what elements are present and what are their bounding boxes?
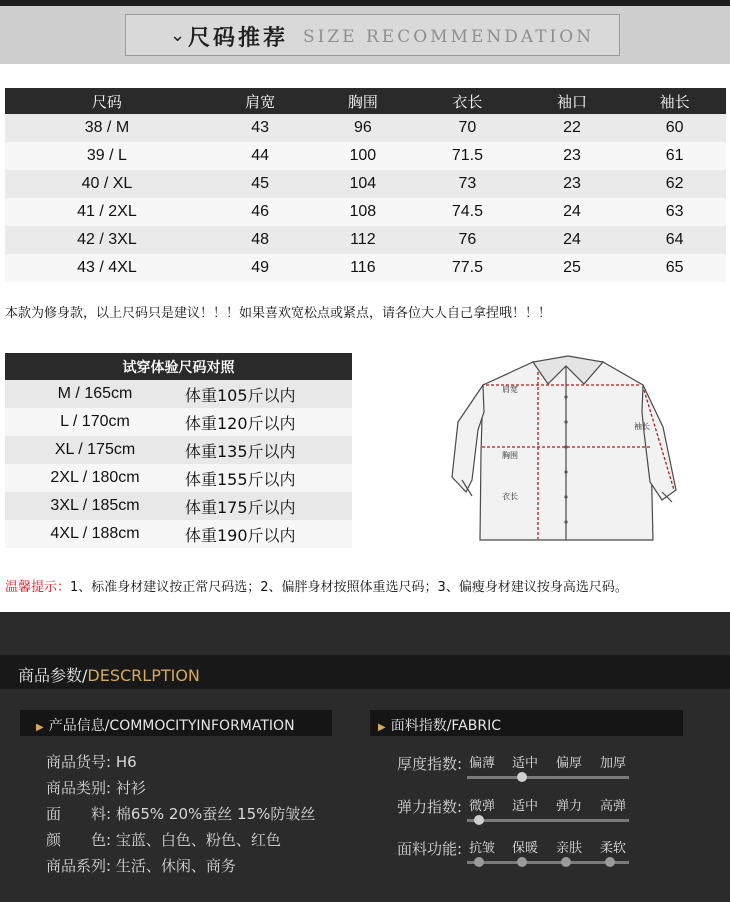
table-cell: 108 bbox=[312, 198, 415, 226]
try-on-table bbox=[5, 353, 352, 548]
table-row bbox=[5, 226, 726, 254]
description-section bbox=[0, 612, 730, 902]
function-knob bbox=[474, 857, 484, 867]
function-knob bbox=[561, 857, 571, 867]
try-on-table-title: 试穿体验尺码对照 bbox=[5, 353, 352, 380]
table-cell: 71.5 bbox=[414, 142, 521, 170]
table-row bbox=[5, 170, 726, 198]
table-cell: 43 / 4XL bbox=[5, 254, 209, 282]
size-table-header: 袖长 bbox=[623, 88, 726, 114]
size-table bbox=[5, 88, 726, 282]
table-cell: 116 bbox=[312, 254, 415, 282]
elasticity-option: 弹力 bbox=[556, 799, 583, 814]
tip-label: 温馨提示： bbox=[5, 580, 71, 595]
table-cell: 40 / XL bbox=[5, 170, 209, 198]
size-table-header-row bbox=[5, 88, 726, 114]
shirt-sleeve-left bbox=[452, 385, 484, 492]
info-item-category: 商品类别: 衬衫 bbox=[46, 779, 146, 797]
table-cell: 70 bbox=[414, 114, 521, 142]
size-table-header: 衣长 bbox=[414, 88, 521, 114]
size-table-header: 肩宽 bbox=[209, 88, 312, 114]
table-cell: 74.5 bbox=[414, 198, 521, 226]
chevron-down-icon: ⌄ bbox=[170, 25, 186, 46]
function-knob bbox=[605, 857, 615, 867]
table-cell: 73 bbox=[414, 170, 521, 198]
table-cell: L / 170cm bbox=[5, 408, 185, 436]
function-option: 亲肤 bbox=[556, 841, 583, 856]
table-cell: XL / 175cm bbox=[5, 436, 185, 464]
table-cell: 43 bbox=[209, 114, 312, 142]
table-cell: 体重120斤以内 bbox=[185, 408, 352, 436]
table-cell: 41 / 2XL bbox=[5, 198, 209, 226]
thickness-option: 加厚 bbox=[600, 756, 627, 771]
table-row bbox=[5, 142, 726, 170]
thickness-knob bbox=[517, 772, 527, 782]
table-cell: 44 bbox=[209, 142, 312, 170]
table-cell: 48 bbox=[209, 226, 312, 254]
size-table-header: 尺码 bbox=[5, 88, 209, 114]
diagram-label-length: 衣长 bbox=[502, 492, 518, 501]
size-header-subtitle: SIZE RECOMMENDATION bbox=[303, 27, 595, 47]
table-cell: 61 bbox=[623, 142, 726, 170]
info-item-color: 颜 色: 宝蓝、白色、粉色、红色 bbox=[46, 831, 281, 849]
try-on-header-row bbox=[5, 353, 352, 380]
elasticity-option: 高弹 bbox=[600, 799, 627, 814]
fabric-title: 面料指数/FABRIC bbox=[390, 718, 502, 734]
description-title bbox=[18, 663, 200, 686]
tip-text: 1、标准身材建议按正常尺码选；2、偏胖身材按照体重选尺码；3、偏瘦身材建议按身高选尺码。 bbox=[70, 580, 628, 595]
info-item-code: 商品货号: H6 bbox=[46, 753, 137, 771]
elasticity-meter bbox=[467, 819, 629, 822]
table-row bbox=[5, 408, 352, 436]
size-header-title: 尺码推荐 bbox=[188, 26, 289, 51]
table-cell: 23 bbox=[521, 170, 624, 198]
size-table-header: 袖口 bbox=[521, 88, 624, 114]
elasticity-knob bbox=[474, 815, 484, 825]
table-cell: 22 bbox=[521, 114, 624, 142]
table-cell: 3XL / 185cm bbox=[5, 492, 185, 520]
table-cell: 63 bbox=[623, 198, 726, 226]
table-cell: 体重105斤以内 bbox=[185, 380, 352, 408]
size-table-header: 胸围 bbox=[312, 88, 415, 114]
table-cell: 46 bbox=[209, 198, 312, 226]
table-cell: 42 / 3XL bbox=[5, 226, 209, 254]
fit-note: 本款为修身款，以上尺码只是建议！！！如果喜欢宽松点或紧点，请各位大人自己拿捏哦！！！ bbox=[5, 306, 552, 321]
table-cell: 76 bbox=[414, 226, 521, 254]
table-cell: 96 bbox=[312, 114, 415, 142]
diagram-label-shoulder: 肩宽 bbox=[502, 385, 518, 394]
info-item-series: 商品系列: 生活、休闲、商务 bbox=[46, 857, 236, 875]
fabric-header bbox=[370, 710, 683, 736]
table-cell: 64 bbox=[623, 226, 726, 254]
table-row bbox=[5, 198, 726, 226]
function-label: 面料功能: bbox=[397, 840, 463, 858]
description-title-en: DESCRLPTION bbox=[87, 666, 200, 685]
triangle-right-icon: ▶ bbox=[36, 722, 44, 733]
table-cell: 104 bbox=[312, 170, 415, 198]
table-cell: 112 bbox=[312, 226, 415, 254]
table-cell: 24 bbox=[521, 198, 624, 226]
thickness-option: 适中 bbox=[512, 756, 539, 771]
elasticity-label: 弹力指数: bbox=[397, 798, 463, 816]
table-cell: 25 bbox=[521, 254, 624, 282]
shirt-measurement-diagram bbox=[448, 352, 683, 552]
thickness-option: 偏薄 bbox=[469, 756, 496, 771]
table-cell: 60 bbox=[623, 114, 726, 142]
description-title-bar bbox=[0, 655, 730, 689]
thickness-option: 偏厚 bbox=[556, 756, 583, 771]
table-row bbox=[5, 520, 352, 548]
function-knob bbox=[517, 857, 527, 867]
description-title-cn: 商品参数/ bbox=[18, 666, 88, 685]
function-meter bbox=[467, 861, 629, 864]
size-header-box bbox=[125, 14, 620, 56]
function-option: 保暖 bbox=[512, 841, 539, 856]
diagram-label-chest: 胸围 bbox=[502, 451, 518, 460]
thickness-meter bbox=[467, 776, 629, 779]
thickness-label: 厚度指数: bbox=[397, 755, 463, 773]
table-row bbox=[5, 254, 726, 282]
table-cell: 23 bbox=[521, 142, 624, 170]
function-option: 抗皱 bbox=[469, 841, 496, 856]
elasticity-option: 微弹 bbox=[469, 799, 496, 814]
table-cell: 39 / L bbox=[5, 142, 209, 170]
table-cell: 62 bbox=[623, 170, 726, 198]
table-cell: 体重155斤以内 bbox=[185, 464, 352, 492]
table-cell: 65 bbox=[623, 254, 726, 282]
product-info-header bbox=[20, 710, 332, 736]
table-cell: 体重190斤以内 bbox=[185, 520, 352, 548]
table-cell: 体重175斤以内 bbox=[185, 492, 352, 520]
info-item-material: 面 料: 棉65% 20%蚕丝 15%防皱丝 bbox=[46, 805, 316, 823]
table-cell: 24 bbox=[521, 226, 624, 254]
tip-line bbox=[5, 576, 628, 595]
size-header bbox=[0, 6, 730, 64]
table-cell: 100 bbox=[312, 142, 415, 170]
table-cell: 4XL / 188cm bbox=[5, 520, 185, 548]
table-row bbox=[5, 436, 352, 464]
triangle-right-icon: ▶ bbox=[378, 722, 386, 733]
table-cell: 77.5 bbox=[414, 254, 521, 282]
table-cell: 38 / M bbox=[5, 114, 209, 142]
table-cell: 45 bbox=[209, 170, 312, 198]
table-cell: 2XL / 180cm bbox=[5, 464, 185, 492]
elasticity-option: 适中 bbox=[512, 799, 539, 814]
table-row bbox=[5, 464, 352, 492]
table-cell: 体重135斤以内 bbox=[185, 436, 352, 464]
product-info-title: 产品信息/COMMOCITYINFORMATION bbox=[48, 718, 295, 734]
table-row bbox=[5, 114, 726, 142]
table-row bbox=[5, 492, 352, 520]
table-cell: 49 bbox=[209, 254, 312, 282]
diagram-label-sleeve: 袖长 bbox=[634, 422, 650, 431]
function-option: 柔软 bbox=[600, 841, 627, 856]
table-row bbox=[5, 380, 352, 408]
table-cell: M / 165cm bbox=[5, 380, 185, 408]
